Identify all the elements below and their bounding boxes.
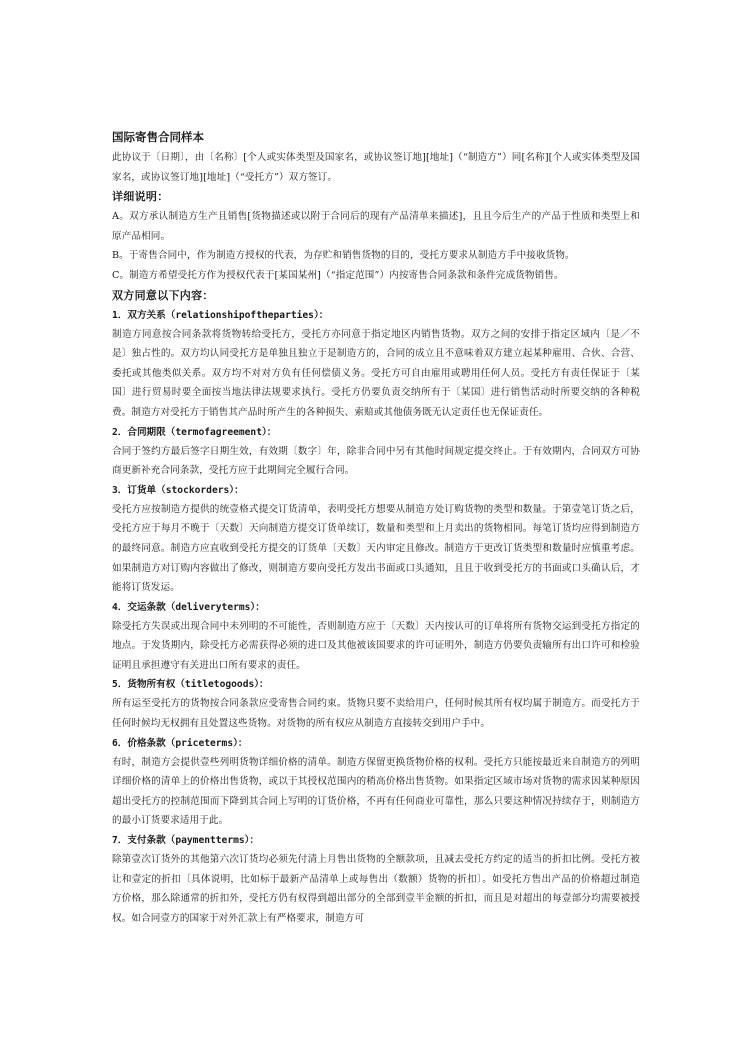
clause-6 — [112, 734, 640, 831]
detail-item-a: A。双方承认制造方生产且销售[货物描述或以附于合同后的现有产品清单来描述]，且且今后生产的产品于性质和类型上和原产品相同。 — [112, 211, 640, 242]
clause-1 — [112, 306, 640, 423]
clause-5 — [112, 675, 640, 733]
agreement-heading: 双方同意以下内容： — [112, 288, 214, 302]
intro-paragraph: 此协议于〔日期〕，由〔名称〕[个人或实体类型及国家名，或协议签订地][地址]（“制造方”）同[名称][个人或实体类型及国家名，或协议签订地][地址]（“受托方”）双方签订。 — [112, 152, 640, 183]
details-heading: 详细说明： — [112, 190, 169, 204]
clause-heading: 4．交运条款（deliveryterms）： — [112, 601, 265, 613]
clause-text: 有时，制造方会提供壹些列明货物详细价格的清单。制造方保留更换货物价格的权利。受托方只能按最近来自制造方的列明详细价格的清单上的价格出售货物，或以于其授权范围内的稍高价格出售货物。如果指定区域市场对货物的需求因某种原因超出受托方的控制范围而下降到其合同上写明的订货价格，不再有任何商业可靠性，那么只要这种情况持续存于，则制造方的最小订货要求适用于此。 — [112, 756, 640, 827]
clause-3 — [112, 481, 640, 598]
clause-text: 制造方同意按合同条款将货物转给受托方，受托方亦同意于指定地区内销售货物。双方之间的安排于指定区域内〔是／不是〕独占性的。双方均认同受托方是单独且独立于是制造方的，合同的成立且不意味着双方建立起某种雇用、合伙、合营、委托或其他类似关系。双方均不对对方负有任何偿债义务。受托方可自由雇用或聘用任何人员。受托方有责任保证于〔某国〕进行贸易时要全面按当地法律法规要求执行。受托方仍要负责交纳所有于〔某国〕进行销售活动时所要交纳的各种税费。制造方对受托方于销售其产品时所产生的各种损失、索赔或其他债务既无认定责任也无保证责任。 — [112, 328, 640, 418]
clause-heading: 7．支付条款（paymentterms）： — [112, 835, 260, 847]
document-title: 国际寄售合同样本 — [112, 130, 204, 144]
clause-heading: 3．订货单（stockorders）： — [112, 484, 244, 496]
clause-heading: 2．合同期限（termofagreement）： — [112, 426, 277, 438]
clause-heading: 6．价格条款（priceterms）： — [112, 737, 248, 749]
clause-4 — [112, 598, 640, 676]
clause-text: 除受托方失误或出现合同中未列明的不可能性，否则制造方应于〔天数〕天内按认可的订单将所有货物交运到受托方指定的地点。于发货期内，除受托方必需获得必须的进口及其他被该国要求的许可证明外，制造方仍要负责输所有出口许可和检验证明且承担遵守有关进出口所有要求的责任。 — [112, 620, 640, 671]
clause-2 — [112, 423, 640, 481]
clause-heading: 5．货物所有权（titletogoods）： — [112, 679, 269, 691]
clause-text: 除第壹次订货外的其他第六次订货均必须先付清上月售出货物的全额款项，且减去受托方约定的适当的折扣比例。受托方被让和壹定的折扣〔具体说明，比如标于最新产品清单上或每售出（数额）货物的折扣〕。如受托方售出产品的价格超过制造方价格，那么除通常的折扣外，受托方仍有权得到超出部分的全部到壹半金额的折扣，而且是对超出的每壹部分均需要被授权。如合同壹方的国家于对外汇款上有严格要求，制造方可 — [112, 854, 640, 924]
clause-text: 所有运至受托方的货物按合同条款应受寄售合同约束。货物只要不卖给用户，任何时候其所有权均属于制造方。而受托方于任何时候均无权拥有且处置这些货物。对货物的所有权应从制造方直接转交到用户手中。 — [112, 698, 640, 730]
document-page — [112, 128, 640, 928]
clause-7 — [112, 831, 640, 928]
clause-heading: 1．双方关系（relationshipoftheparties）： — [112, 309, 329, 321]
clause-text: 合同于签约方最后签字日期生效，有效期〔数字〕年，除非合同中另有其他时间规定提交终止。于有效期内，合同双方可协商更新补充合同条款，受托方应于此期间完全履行合同。 — [112, 445, 640, 477]
detail-item-b: B。于寄售合同中，作为制造方授权的代表，为存贮和销售货物的目的，受托方要求从制造方手中接收货物。 — [112, 250, 575, 262]
clause-text: 受托方应按制造方提供的统壹格式提交订货清单，表明受托方想要从制造方处订购货物的类型和数量。于第壹笔订货之后，受托方应于每月不晚于〔天数〕天向制造方提交订货单续订，数量和类型和上月卖出的货物相同。每笔订货均应得到制造方的最终同意。制造方应直收到受托方提交的订货单〔天数〕天内审定且修改。制造方于更改订货类型和数量时应慎重考虑。如果制造方对订购内容做出了修改，则制造方要向受托方发出书面或口头通知，且且于收到受托方的书面或口头确认后，才能将订货发运。 — [112, 503, 640, 594]
detail-item-c: C。制造方希望受托方作为授权代表于[某国某州]（“指定范围”）内按寄售合同条款和条件完成货物销售。 — [112, 269, 564, 281]
